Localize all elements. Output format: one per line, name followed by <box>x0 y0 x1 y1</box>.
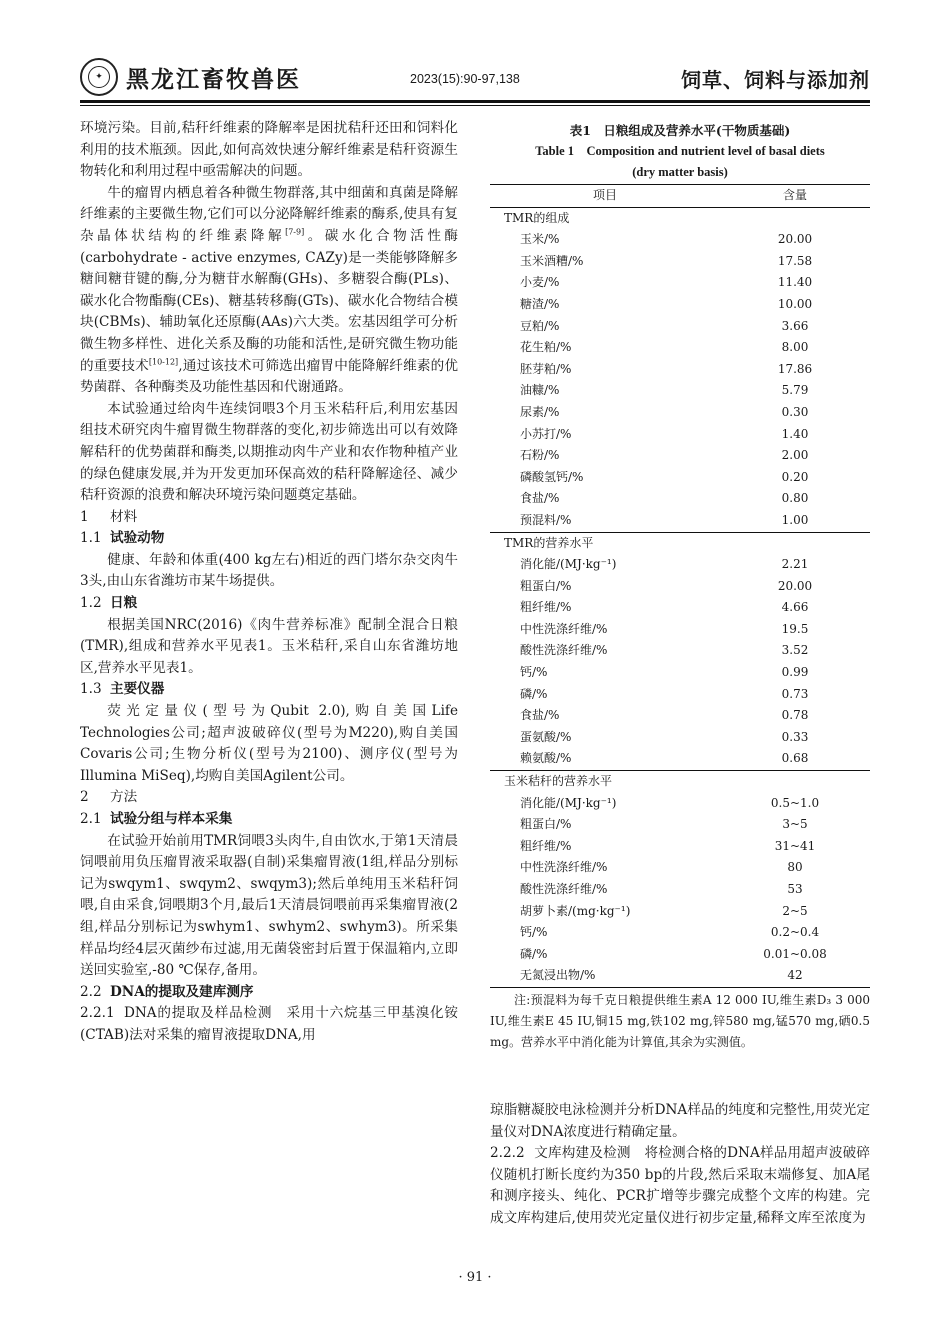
table-cell-item: 石粉/% <box>520 448 560 463</box>
column-header-value: 含量 <box>720 185 870 208</box>
table-cell-value: 17.86 <box>777 361 813 376</box>
table-row <box>490 836 870 858</box>
table-row <box>490 337 870 359</box>
table-cell-item: 消化能/(MJ·kg⁻¹) <box>520 557 617 572</box>
table-row <box>490 272 870 294</box>
table-row <box>490 554 870 576</box>
table-cell-item: 蛋氨酸/% <box>520 729 572 744</box>
table-cell-value: 5.79 <box>781 383 809 398</box>
table-row <box>490 467 870 489</box>
table-cell-value: 19.5 <box>781 621 809 636</box>
table-note: 注:预混料为每千克日粮提供维生素A 12 000 IU,维生素D₃ 3 000 IU,维生素E 45 IU,铜15 mg,铁102 mg,锌580 mg,锰570 mg,硒0.5 mg。营养水平中消化能为计算值,其余为实测值。 <box>490 993 870 1049</box>
table-cell-item: 玉米酒糟/% <box>520 253 584 268</box>
table-row <box>490 748 870 770</box>
table-cell-value: 31~41 <box>774 838 816 853</box>
table-cell-item: 中性洗涤纤维/% <box>520 621 608 636</box>
paragraph: 在试验开始前用TMR饲喂3头肉牛,自由饮水,于第1天清晨饲喂前用负压瘤胃液采取器(自制)采集瘤胃液(1组,样品分别标记为swqym1、swqym2、swqym3);然后单纯用玉米秸秆饲喂,自由采食,饲喂期3个月,最后1天清晨饲喂前再采集瘤胃液(2组,样品分别标记为swhym1、swhym2、swhym3)。所采集样品均经4层灭菌纱布过滤,用无菌袋密封后置于保温箱内,立即送回实验室,-80 ℃保存,备用。 <box>80 832 458 979</box>
table-row <box>490 359 870 381</box>
table-cell-value: 20.00 <box>777 232 813 247</box>
table-row <box>490 684 870 706</box>
table-cell-value: 3~5 <box>782 817 808 832</box>
table-cell-item: 玉米/% <box>520 232 560 247</box>
paragraph: 荧光定量仪(型号为Qubit 2.0),购自美国Life Technologies公司;超声波破碎仪(型号为M220),购自美国Covaris公司;生物分析仪(型号为2100)、测序仪(型号为Illumina MiSeq),均购自美国Agilent公司。 <box>80 703 458 784</box>
section-heading: 1 材料 <box>80 508 138 525</box>
table-row <box>490 793 870 815</box>
table-cell-item: 钙/% <box>520 665 548 680</box>
subsection-heading: 1.2 日粮 <box>80 595 138 612</box>
table-row <box>490 857 870 879</box>
table-cell-value: 0.80 <box>781 491 809 506</box>
diet-table <box>490 184 870 988</box>
table-caption-en: Table 1 Composition and nutrient level of basal diets <box>535 144 825 158</box>
table-cell-value: 2.21 <box>781 557 809 572</box>
table-row <box>490 597 870 619</box>
section-title: 饲草、饲料与添加剂 <box>681 68 870 92</box>
table-row <box>490 814 870 836</box>
table-row <box>490 965 870 987</box>
table-cell-value: 80 <box>787 860 803 875</box>
table-cell-item: 粗纤维/% <box>520 838 572 853</box>
table-cell-value: 2~5 <box>782 903 808 918</box>
table-row <box>490 640 870 662</box>
table-cell-value: 20.00 <box>777 578 813 593</box>
table-cell-item: 粗蛋白/% <box>520 578 572 593</box>
table-cell-item: 糖渣/% <box>520 296 560 311</box>
table-cell-item: 无氮浸出物/% <box>490 965 720 987</box>
table-row <box>490 229 870 251</box>
left-column <box>80 118 458 1047</box>
table-row <box>490 922 870 944</box>
table-cell-value: 0.33 <box>781 729 809 744</box>
table-cell-item: 尿素/% <box>520 404 560 419</box>
subsection-heading: 2.1 试验分组与样本采集 <box>80 811 233 827</box>
citation: [10-12] <box>148 357 179 366</box>
table-cell-value: 3.66 <box>781 318 809 333</box>
paragraph: 本试验通过给肉牛连续饲喂3个月玉米秸秆后,利用宏基因组技术研究肉牛瘤胃微生物群落的变化,初步筛选出可以有效降解秸秆的优势菌群和酶类,以期推动肉牛产业和农作物种植产业的绿色健康发展,并为开发更加环保高效的秸秆降解途径、减少秸秆资源的浪费和解决环境污染问题奠定基础。 <box>80 400 458 504</box>
table-cell-item: 粗纤维/% <box>520 600 572 615</box>
table-cell-value: 4.66 <box>781 600 809 615</box>
table-cell-value: 0.30 <box>781 404 809 419</box>
table-cell-value: 10.00 <box>777 296 813 311</box>
table-cell-value: 1.00 <box>781 512 809 527</box>
table-cell-value: 1.40 <box>781 426 809 441</box>
paragraph: 根据美国NRC(2016)《肉牛营养标准》配制全混合日粮(TMR),组成和营养水平见表1。玉米秸秆,采自山东省潍坊地区,营养水平见表1。 <box>80 616 458 676</box>
table-row <box>490 576 870 598</box>
table-caption-en-2: (dry matter basis) <box>632 165 728 179</box>
table-caption-cn: 表1 日粮组成及营养水平(干物质基础) <box>569 123 791 138</box>
table-cell-value: 17.58 <box>777 253 813 268</box>
table-cell-value: 0.78 <box>781 708 809 723</box>
table-row <box>490 251 870 273</box>
table-cell-item: 油糠/% <box>520 383 560 398</box>
paragraph: 2.2.1 DNA的提取及样品检测 采用十六烷基三甲基溴化铵(CTAB)法对采集的瘤胃液提取DNA,用 <box>80 1005 459 1043</box>
table-row <box>490 705 870 727</box>
table-cell-item: 预混料/% <box>520 512 572 527</box>
table-cell-item: 花生粕/% <box>520 340 572 355</box>
journal-emblem-icon: ✦ <box>80 58 118 96</box>
table-cell-value: 0.20 <box>781 469 809 484</box>
table-row <box>490 662 870 684</box>
table-cell-item: 胚芽粕/% <box>520 361 572 376</box>
issue-info: 2023(15):90-97,138 <box>410 72 520 86</box>
table-cell-item: 消化能/(MJ·kg⁻¹) <box>520 795 617 810</box>
paragraph: 琼脂糖凝胶电泳检测并分析DNA样品的纯度和完整性,用荧光定量仪对DNA浓度进行精确定量。 <box>490 1102 870 1140</box>
table-group-title: 玉米秸秆的营养水平 <box>490 771 870 793</box>
table-group-row <box>490 771 870 793</box>
table-cell-value: 0.68 <box>781 751 809 766</box>
table-row <box>490 727 870 749</box>
table-cell-value: 0.2~0.4 <box>770 925 820 940</box>
header-rule-thin <box>80 105 870 106</box>
citation: [7-9] <box>285 227 305 237</box>
table-row <box>490 944 870 966</box>
table-row <box>490 901 870 923</box>
paragraph: 2.2.2 文库构建及检测 将检测合格的DNA样品用超声波破碎仪随机打断长度约为350 bp的片段,然后采取末端修复、加A尾和测序接头、纯化、PCR扩增等步骤完成整个文库的构建。完成文库构建后,使用荧光定量仪进行初步定量,稀释文库至浓度为 <box>490 1145 871 1226</box>
table-row <box>490 488 870 510</box>
table-group-title: TMR的组成 <box>504 210 570 225</box>
page-header <box>80 58 870 98</box>
table-row <box>490 380 870 402</box>
table-cell-value: 0.5~1.0 <box>770 795 820 810</box>
table-row <box>490 445 870 467</box>
table-cell-item: 豆粕/% <box>520 318 560 333</box>
table-cell-item: 磷酸氢钙/% <box>520 469 584 484</box>
table-cell-item: 钙/% <box>520 925 548 940</box>
table-header-row <box>490 185 870 208</box>
table-cell-value: 53 <box>787 882 803 896</box>
table-cell-item: 胡萝卜素/(mg·kg⁻¹) <box>520 903 631 918</box>
table-cell-item: 食盐/% <box>520 491 560 506</box>
table-caption <box>490 120 870 183</box>
table-row <box>490 402 870 424</box>
table-cell-value: 0.73 <box>781 686 809 701</box>
section-heading: 2 方法 <box>80 789 138 806</box>
table-cell-value: 11.40 <box>777 275 813 290</box>
table-cell-value: 42 <box>720 965 870 987</box>
subsection-heading: 1.1 试验动物 <box>80 530 165 547</box>
table-row <box>490 619 870 641</box>
table-group-row <box>490 532 870 554</box>
subsection-heading: 1.3 主要仪器 <box>80 681 165 698</box>
table-row <box>490 316 870 338</box>
table-cell-item: 酸性洗涤纤维/% <box>520 643 608 658</box>
column-header-item: 项目 <box>490 185 720 208</box>
table-cell-item: 粗蛋白/% <box>520 817 572 832</box>
table-row <box>490 510 870 532</box>
table-cell-item: 中性洗涤纤维/% <box>520 860 608 875</box>
paragraph: 牛的瘤胃内栖息着各种微生物群落,其中细菌和真菌是降解纤维素的主要微生物,它们可以分泌降解纤维素的酶系,使具有复杂晶体状结构的纤维素降解[7-9]。碳水化合物活性酶(carbohydrate - active enzymes, CAZy)是一类能够降解多糖间糖苷键的酶,分为糖苷水解酶(GHs)、多糖裂合酶(PLs)、碳水化合物酯酶(CEs)、糖基转移酶(GTs)、碳水化合物结合模块(CBMs)、辅助氧化还原酶(AAs)六大类。宏基因组学可分析微生物多样性、进化关系及酶的功能和活性,是研究微生物功能的重要技术[10-12],通过该技术可筛选出瘤胃中能降解纤维素的优势菌群、各种酶类及功能性基因和代谢通路。 <box>80 184 459 396</box>
table-cell-item: 赖氨酸/% <box>520 751 572 766</box>
table-cell-item: 小苏打/% <box>520 426 572 441</box>
journal-logo <box>80 58 301 96</box>
table-group-title: TMR的营养水平 <box>490 532 870 554</box>
table-row <box>490 879 870 901</box>
table-cell-value: 0.99 <box>781 665 809 680</box>
table-cell-item: 磷/% <box>520 686 548 701</box>
table-cell-value: 2.00 <box>781 448 809 463</box>
paragraph: 健康、年龄和体重(400 kg左右)相近的西门塔尔杂交肉牛3头,由山东省潍坊市某牛场提供。 <box>80 551 458 590</box>
table-group-row <box>490 207 870 229</box>
table-cell-item: 酸性洗涤纤维/% <box>520 882 608 896</box>
table-row <box>490 294 870 316</box>
paragraph: 环境污染。目前,秸秆纤维素的降解率是困扰秸秆还田和饲料化利用的技术瓶颈。因此,如何高效快速分解纤维素是秸秆资源生物转化和利用过程中亟需解决的问题。 <box>80 120 458 180</box>
table-cell-item: 食盐/% <box>520 708 560 723</box>
table-row <box>490 424 870 446</box>
right-column <box>490 1100 870 1230</box>
page-number: · 91 · <box>458 1270 492 1285</box>
table-cell-value: 0.01~0.08 <box>763 946 827 961</box>
subsection-heading: 2.2 DNA的提取及建库测序 <box>80 983 254 1000</box>
table-cell-value: 3.52 <box>781 643 809 658</box>
journal-name: 黑龙江畜牧兽医 <box>126 65 301 93</box>
table-cell-value: 8.00 <box>781 340 809 355</box>
header-rule <box>80 100 870 103</box>
table-cell-item: 小麦/% <box>520 275 560 290</box>
table-cell-item: 磷/% <box>520 946 548 961</box>
